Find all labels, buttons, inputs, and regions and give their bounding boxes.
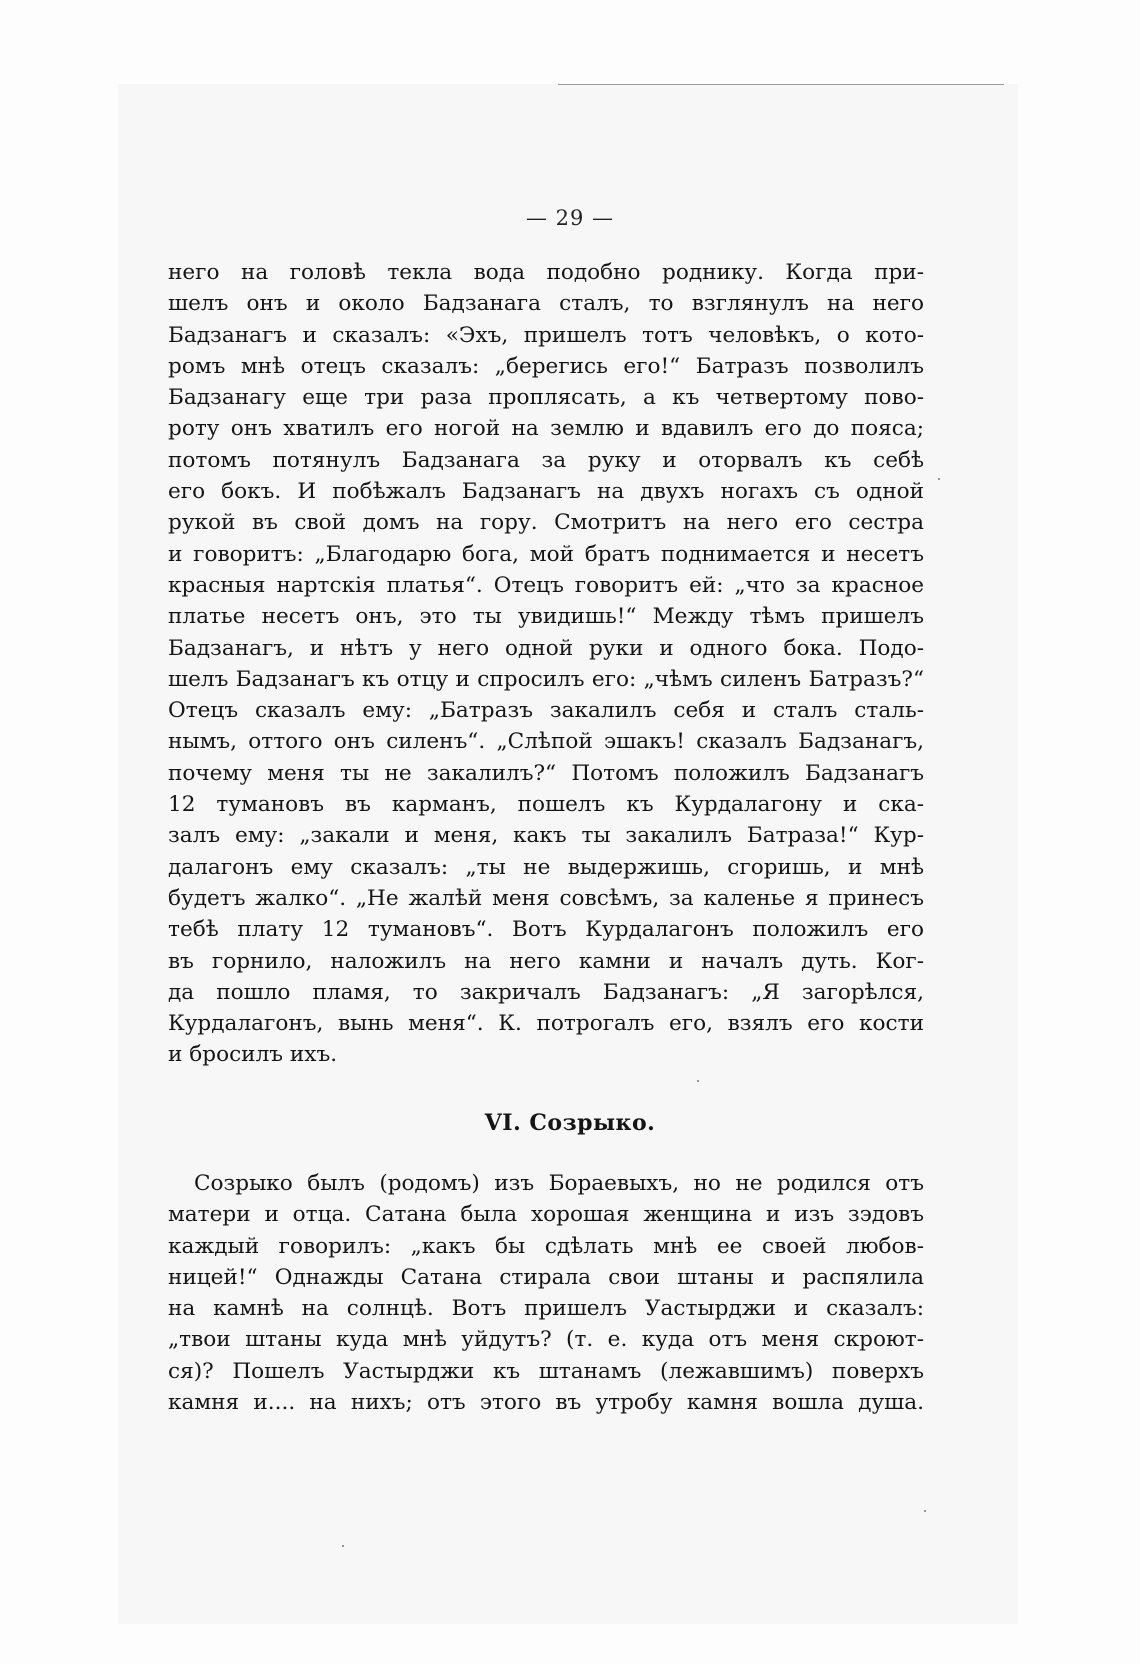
text-line: и говоритъ: „Благодарю бога, мой братъ поднимается и несетъ <box>168 541 924 567</box>
text-line: роту онъ хватилъ его ногой на землю и вдавилъ его до пояса; <box>168 416 924 442</box>
text-line: будетъ жалко“. „Не жалѣй меня совсѣмъ, за каленье я принесъ <box>168 885 924 911</box>
dust-speck <box>342 1545 344 1547</box>
text-line: ницей!“ Однажды Сатана стирала свои штаны и распялила <box>168 1264 924 1290</box>
text-line: Отецъ сказалъ ему: „Батразъ закалилъ себя и сталъ сталь- <box>168 698 924 724</box>
page-number: — 29 — <box>525 206 615 230</box>
text-line: почему меня ты не закалилъ?“ Потомъ положилъ Бадзанагъ <box>168 760 924 786</box>
top-rule-line <box>558 84 1004 85</box>
text-line: платье несетъ онъ, это ты увидишь!“ Между тѣмъ пришелъ <box>168 604 924 630</box>
text-line: тебѣ плату 12 тумановъ“. Вотъ Курдалагонъ положилъ его <box>168 917 924 943</box>
dust-speck <box>924 1510 926 1512</box>
text-line: красныя нартскія платья“. Отецъ говоритъ ей: „что за красное <box>168 572 924 598</box>
text-line: „твои штаны куда мнѣ уйдутъ? (т. е. куда отъ меня скроют- <box>168 1327 924 1353</box>
text-line: Бадзанагу еще три раза проплясать, а къ четвертому пово- <box>168 385 924 411</box>
text-line: матери и отца. Сатана была хорошая женщина и изъ зэдовъ <box>168 1202 924 1228</box>
text-line: рукой въ свой домъ на гору. Смотритъ на него его сестра <box>168 510 924 536</box>
text-line: Курдалагонъ, вынь меня“. К. потрогалъ его, взялъ его кости <box>168 1011 924 1037</box>
text-line: камня и.... на нихъ; отъ этого въ утробу камня вошла душа. <box>168 1390 924 1416</box>
text-line: залъ ему: „закали и меня, какъ ты закалилъ Батраза!“ Кур- <box>168 823 924 849</box>
dust-speck <box>938 478 940 480</box>
dust-speck <box>697 1080 699 1082</box>
text-line: ся)? Пошелъ Уастырджи къ штанамъ (лежавшимъ) поверхъ <box>168 1358 924 1384</box>
text-line: шелъ онъ и около Бадзанага сталъ, то взглянулъ на него <box>168 291 924 317</box>
text-line: Созрыко былъ (родомъ) изъ Бораевыхъ, но не родился отъ <box>194 1171 924 1196</box>
text-line: него на головѣ текла вода подобно роднику. Когда при- <box>168 260 924 285</box>
text-line: ромъ мнѣ отецъ сказалъ: „берегись его!“ Батразъ позволилъ <box>168 353 924 379</box>
paragraph-1 <box>168 257 924 1071</box>
text-line: 12 тумановъ въ карманъ, пошелъ къ Курдалагону и ска- <box>168 792 924 818</box>
text-line: да пошло пламя, то закричалъ Бадзанагъ: „Я загорѣлся, <box>168 979 924 1005</box>
text-line: каждый говорилъ: „какъ бы сдѣлать мнѣ ее своей любов- <box>168 1233 924 1259</box>
paragraph-2 <box>168 1168 924 1418</box>
section-heading: VI. Созрыко. <box>484 1110 656 1136</box>
text-line: въ горнило, наложилъ на него камни и началъ дуть. Ког- <box>168 948 924 974</box>
text-line: шелъ Бадзанагъ къ отцу и спросилъ его: „чѣмъ силенъ Батразъ?“ <box>168 666 924 692</box>
text-line: Бадзанагъ и сказалъ: «Эхъ, пришелъ тотъ человѣкъ, о кото- <box>168 322 924 348</box>
text-line: нымъ, оттого онъ силенъ“. „Слѣпой эшакъ! сказалъ Бадзанагъ, <box>168 729 924 755</box>
text-line: на камнѣ на солнцѣ. Вотъ пришелъ Уастырджи и сказалъ: <box>168 1296 924 1322</box>
text-line: и бросилъ ихъ. <box>168 1042 338 1068</box>
text-line: его бокъ. И побѣжалъ Бадзанагъ на двухъ ногахъ съ одной <box>168 479 924 505</box>
text-line: Бадзанагъ, и нѣтъ у него одной руки и одного бока. Подо- <box>168 635 924 661</box>
text-line: далагонъ ему сказалъ: „ты не выдержишь, сгоришь, и мнѣ <box>168 854 924 880</box>
text-line: потомъ потянулъ Бадзанага за руку и оторвалъ къ себѣ <box>168 447 924 473</box>
